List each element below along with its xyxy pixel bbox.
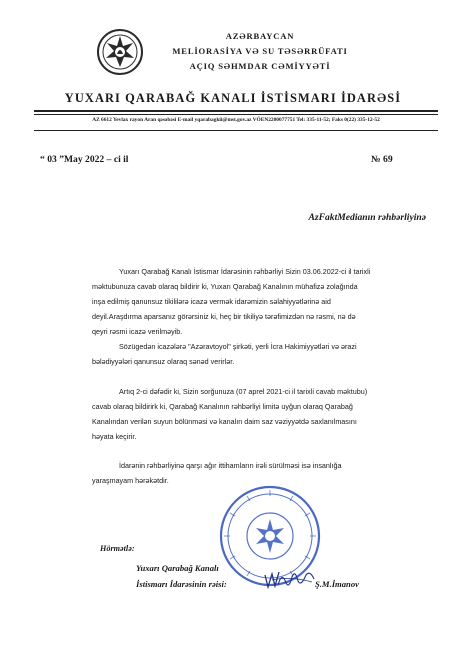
signatory-name: Ş.M.İmanov: [315, 579, 359, 589]
signature-mark: [262, 567, 318, 591]
body-line: həyata keçirir.: [92, 432, 137, 441]
body-line: məktubunuza cavab olaraq bildirir ki, Yuxarı Qarabağ Kanalının mühafizə zolağında: [92, 282, 358, 291]
body-line: bələdiyyələri qanunsuz olaraq sənəd verirlər.: [92, 357, 235, 366]
signatory-title: İstismarı İdarəsinin rəisi:: [136, 579, 227, 589]
letter-number: № 69: [371, 154, 393, 165]
org-country: AZƏRBAYCAN: [225, 31, 295, 41]
body-line: Kanalından verilən suyun bölünməsi və kanalın daim saz vəziyyətdə saxlanılmasını: [92, 417, 357, 426]
body-line: qeyri rəsmi icazə verilməyib.: [92, 327, 183, 336]
body-line: Artıq 2-ci dəfədir ki, Sizin sorğunuza (07 aprel 2021-ci il tarixli cavab məktubu): [119, 387, 368, 396]
department-title: YUXARI QARABAĞ KANALI İSTİSMARI İDARƏSİ: [64, 91, 402, 105]
body-line: yaraşmayam hərəkətdir.: [92, 476, 169, 485]
recipient: AzFaktMedianın rəhbərliyinə: [308, 212, 426, 223]
state-emblem-icon: [96, 28, 144, 76]
letter-date: “ 03 ”May 2022 – ci il: [40, 154, 129, 165]
body-paragraph-3: [92, 384, 414, 444]
closing-regards: Hörmətlə:: [100, 544, 135, 553]
address-divider: [34, 130, 438, 131]
header-divider: [34, 110, 438, 112]
body-line: deyil.Araşdırma aparsanız görərsiniz ki, heç bir tikiliyə tərəfimizdən nə rəsmi, nə də: [92, 312, 356, 321]
signatory-organization: Yuxarı Qarabağ Kanalı: [136, 563, 219, 573]
contact-address: AZ 6612 Yevlax rayon Aran qəsəbəsi E-mail yqarabagkii@mst.gov.az VÖEN2200077751 Tel: 335-11-52; Faks 0(22) 335-12-52: [92, 117, 380, 123]
body-line: Sözügedən icazələrə "Azəravtoyol" şirkəti, yerli İcra Hakimiyyətləri və ərazi: [119, 342, 357, 351]
body-line: cavab olaraq bildirirk ki, Qarabağ Kanalının rəhbərliyi limitə uyğun olaraq Qarabağ: [92, 402, 353, 411]
org-name: MELİORASİYA VƏ SU TƏSƏRRÜFATI: [172, 46, 348, 56]
body-line: Yuxarı Qarabağ Kanalı İstismar İdarəsinin rəhbərliyi Sizin 03.06.2022-ci il tarixli: [119, 267, 371, 276]
header-divider-thin: [34, 114, 438, 115]
body-paragraph-2: [92, 339, 414, 369]
org-type: AÇIQ SƏHMDAR CƏMİYYƏTİ: [189, 61, 331, 71]
body-paragraph-1: [92, 264, 414, 339]
body-line: inşa edilmiş qanunsuz tikililərə icazə vermək idarəmizin səlahiyyətlərinə aid: [92, 297, 331, 306]
body-line: İdarənin rəhbərliyinə qarşı ağır ittihamların irəli sürülməsi isə insanlığa: [119, 461, 342, 470]
